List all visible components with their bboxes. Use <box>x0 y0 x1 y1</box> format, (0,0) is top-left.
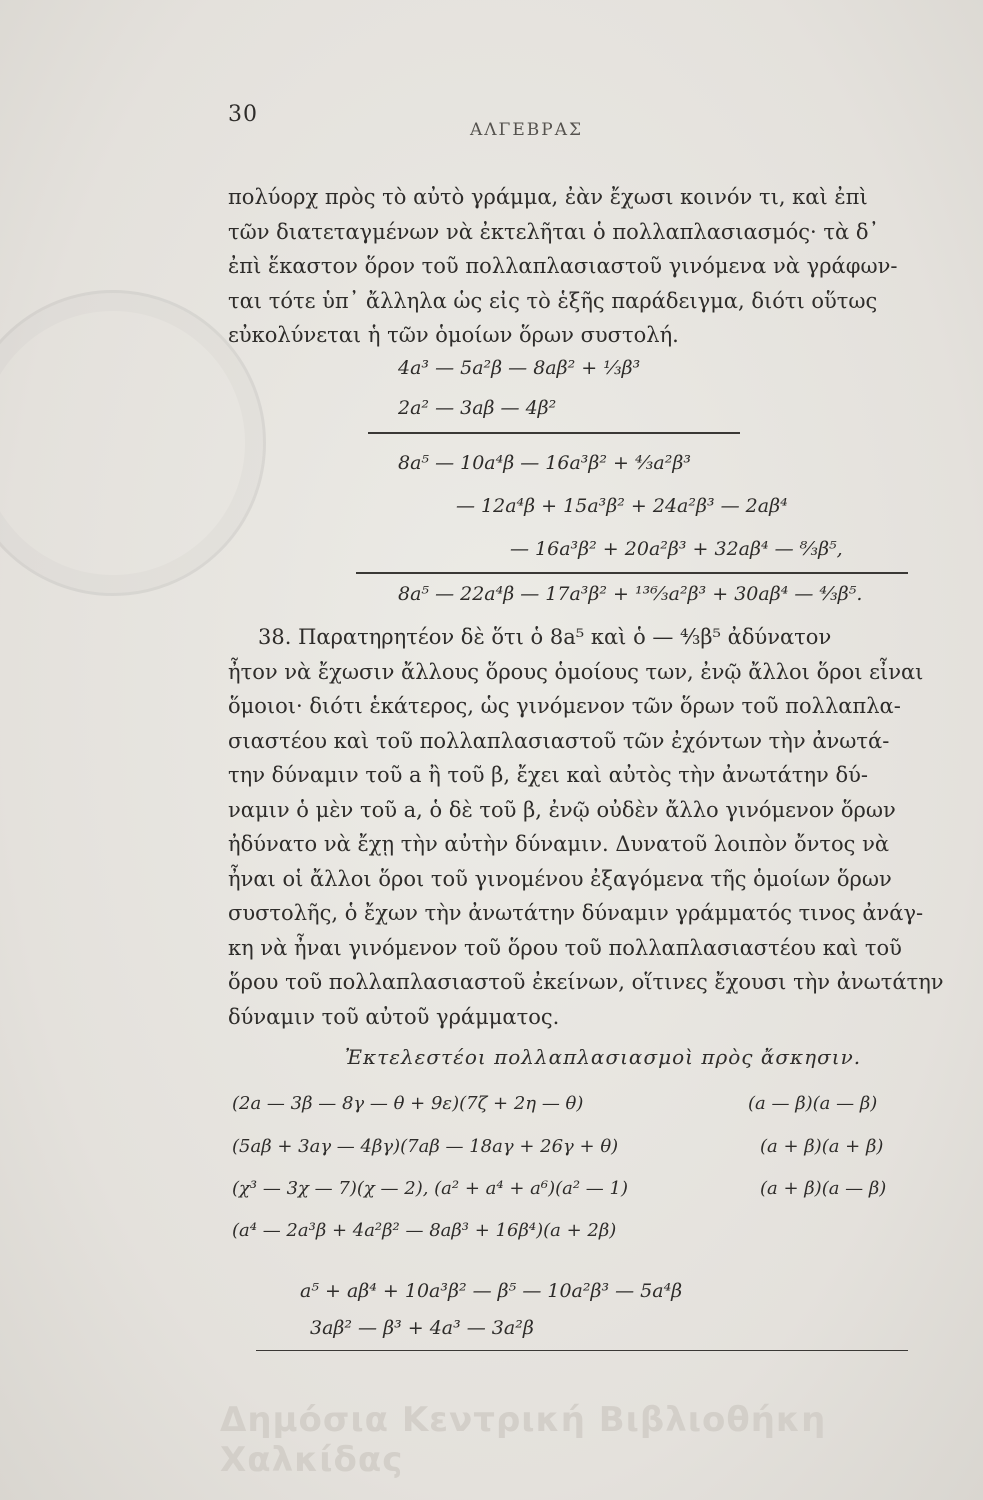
text-line: ναμιν ὁ μὲν τοῦ a, ὁ δὲ τοῦ β, ἐνῷ οὐδὲν ἄλλο γινόμενον ὅρων <box>228 797 896 822</box>
exercise-left: (χ³ — 3χ — 7)(χ — 2), (a² + a⁴ + a⁶)(a² — 1) <box>232 1178 628 1199</box>
text-line: ἦτον νὰ ἔχωσιν ἄλλους ὅρους ὁμοίους των, ἐνῷ ἄλλοι ὅροι εἶναι <box>228 659 924 684</box>
text-line: ται τότε ὑπ᾽ ἄλληλα ὡς εἰς τὸ ἑξῆς παράδειγμα, διότι οὕτως <box>228 288 878 313</box>
text-line: δύναμιν τοῦ αὐτοῦ γράμματος. <box>228 1004 560 1029</box>
expression-line: a⁵ + aβ⁴ + 10a³β² — β⁵ — 10a²β³ — 5a⁴β <box>300 1280 683 1302</box>
text-line: τῶν διατεταγμένων νὰ ἐκτελῆται ὁ πολλαπλασιασμός· τὰ δ᾽ <box>228 219 880 244</box>
text-line: ἐπὶ ἕκαστον ὅρον τοῦ πολλαπλασιαστοῦ γινόμενα νὰ γράφων- <box>228 254 898 278</box>
library-stamp-watermark <box>0 290 266 596</box>
exercise-right: (a + β)(a + β) <box>760 1136 884 1157</box>
text-line: την δύναμιν τοῦ a ἢ τοῦ β, ἔχει καὶ αὐτὸς τὴν ἀνωτάτην δύ- <box>228 763 868 787</box>
text-line: ἠδύνατο νὰ ἔχῃ τὴν αὐτὴν δύναμιν. Δυνατοῦ λοιπὸν ὄντος νὰ <box>228 832 890 856</box>
text-line: 38. Παρατηρητέον δὲ ὅτι ὁ 8a⁵ καὶ ὁ — ⁴⁄₃β⁵ ἀδύνατον <box>258 625 832 649</box>
rule-line <box>368 432 740 434</box>
partial-product-3: — 16a³β² + 20a²β³ + 32aβ⁴ — ⁸⁄₃β⁵, <box>510 538 843 560</box>
rule-line <box>356 572 908 574</box>
paragraph-intro <box>228 180 908 353</box>
text-line: σιαστέου καὶ τοῦ πολλαπλασιαστοῦ τῶν ἐχόντων τὴν ἀνωτά- <box>228 728 890 753</box>
page-number: 30 <box>228 102 258 127</box>
text-line: ὅρου τοῦ πολλαπλασιαστοῦ ἐκείνων, οἵτινες ἔχουσι τὴν ἀνωτάτην <box>228 970 944 994</box>
multiplicand: 4a³ — 5a²β — 8aβ² + ⅓β³ <box>398 357 641 379</box>
text-line: πολύορχ πρὸς τὸ αὐτὸ γράμμα, ἐὰν ἔχωσι κοινόν τι, καὶ ἐπὶ <box>228 185 868 209</box>
text-line: κη νὰ ἦναι γινόμενον τοῦ ὅρου τοῦ πολλαπλασιαστέου καὶ τοῦ <box>228 935 902 960</box>
text-line: συστολῆς, ὁ ἔχων τὴν ἀνωτάτην δύναμιν γράμματός τινος ἀνάγ- <box>228 901 924 925</box>
library-watermark-text: Δημόσια Κεντρική Βιβλιοθήκη Χαλκίδας <box>220 1400 827 1480</box>
partial-product-1: 8a⁵ — 10a⁴β — 16a³β² + ⁴⁄₃a²β³ <box>398 452 691 474</box>
text-line: εὐκολύνεται ἡ τῶν ὁμοίων ὅρων συστολή. <box>228 323 679 347</box>
final-product: 8a⁵ — 22a⁴β — 17a³β² + ¹³⁶⁄₃a²β³ + 30aβ⁴ — ⁴⁄₃β⁵. <box>398 583 863 605</box>
paragraph-38 <box>228 620 944 1034</box>
exercise-right: (a — β)(a — β) <box>748 1093 878 1114</box>
exercise-right: (a + β)(a — β) <box>760 1178 887 1199</box>
running-head: ΑΛΓΕΒΡΑΣ <box>470 120 583 140</box>
exercise-left: (a⁴ — 2a³β + 4a²β² — 8aβ³ + 16β⁴)(a + 2β) <box>232 1220 617 1241</box>
rule-line <box>256 1350 908 1351</box>
partial-product-2: — 12a⁴β + 15a³β² + 24a²β³ — 2aβ⁴ <box>456 495 788 517</box>
expression-line: 3aβ² — β³ + 4a³ — 3a²β <box>310 1317 534 1339</box>
exercise-left: (2a — 3β — 8γ — θ + 9ε)(7ζ + 2η — θ) <box>232 1093 584 1114</box>
exercises-title: Ἐκτελεστέοι πολλαπλασιασμοὶ πρὸς ἄσκησιν. <box>345 1045 862 1069</box>
exercise-left: (5aβ + 3aγ — 4βγ)(7aβ — 18aγ + 26γ + θ) <box>232 1136 619 1157</box>
multiplier: 2a² — 3aβ — 4β² <box>398 397 557 419</box>
text-line: ἦναι οἱ ἄλλοι ὅροι τοῦ γινομένου ἐξαγόμενα τῆς ὁμοίων ὅρων <box>228 866 892 891</box>
text-line: ὅμοιοι· διότι ἑκάτερος, ὡς γινόμενον τῶν ὅρων τοῦ πολλαπλα- <box>228 694 901 718</box>
